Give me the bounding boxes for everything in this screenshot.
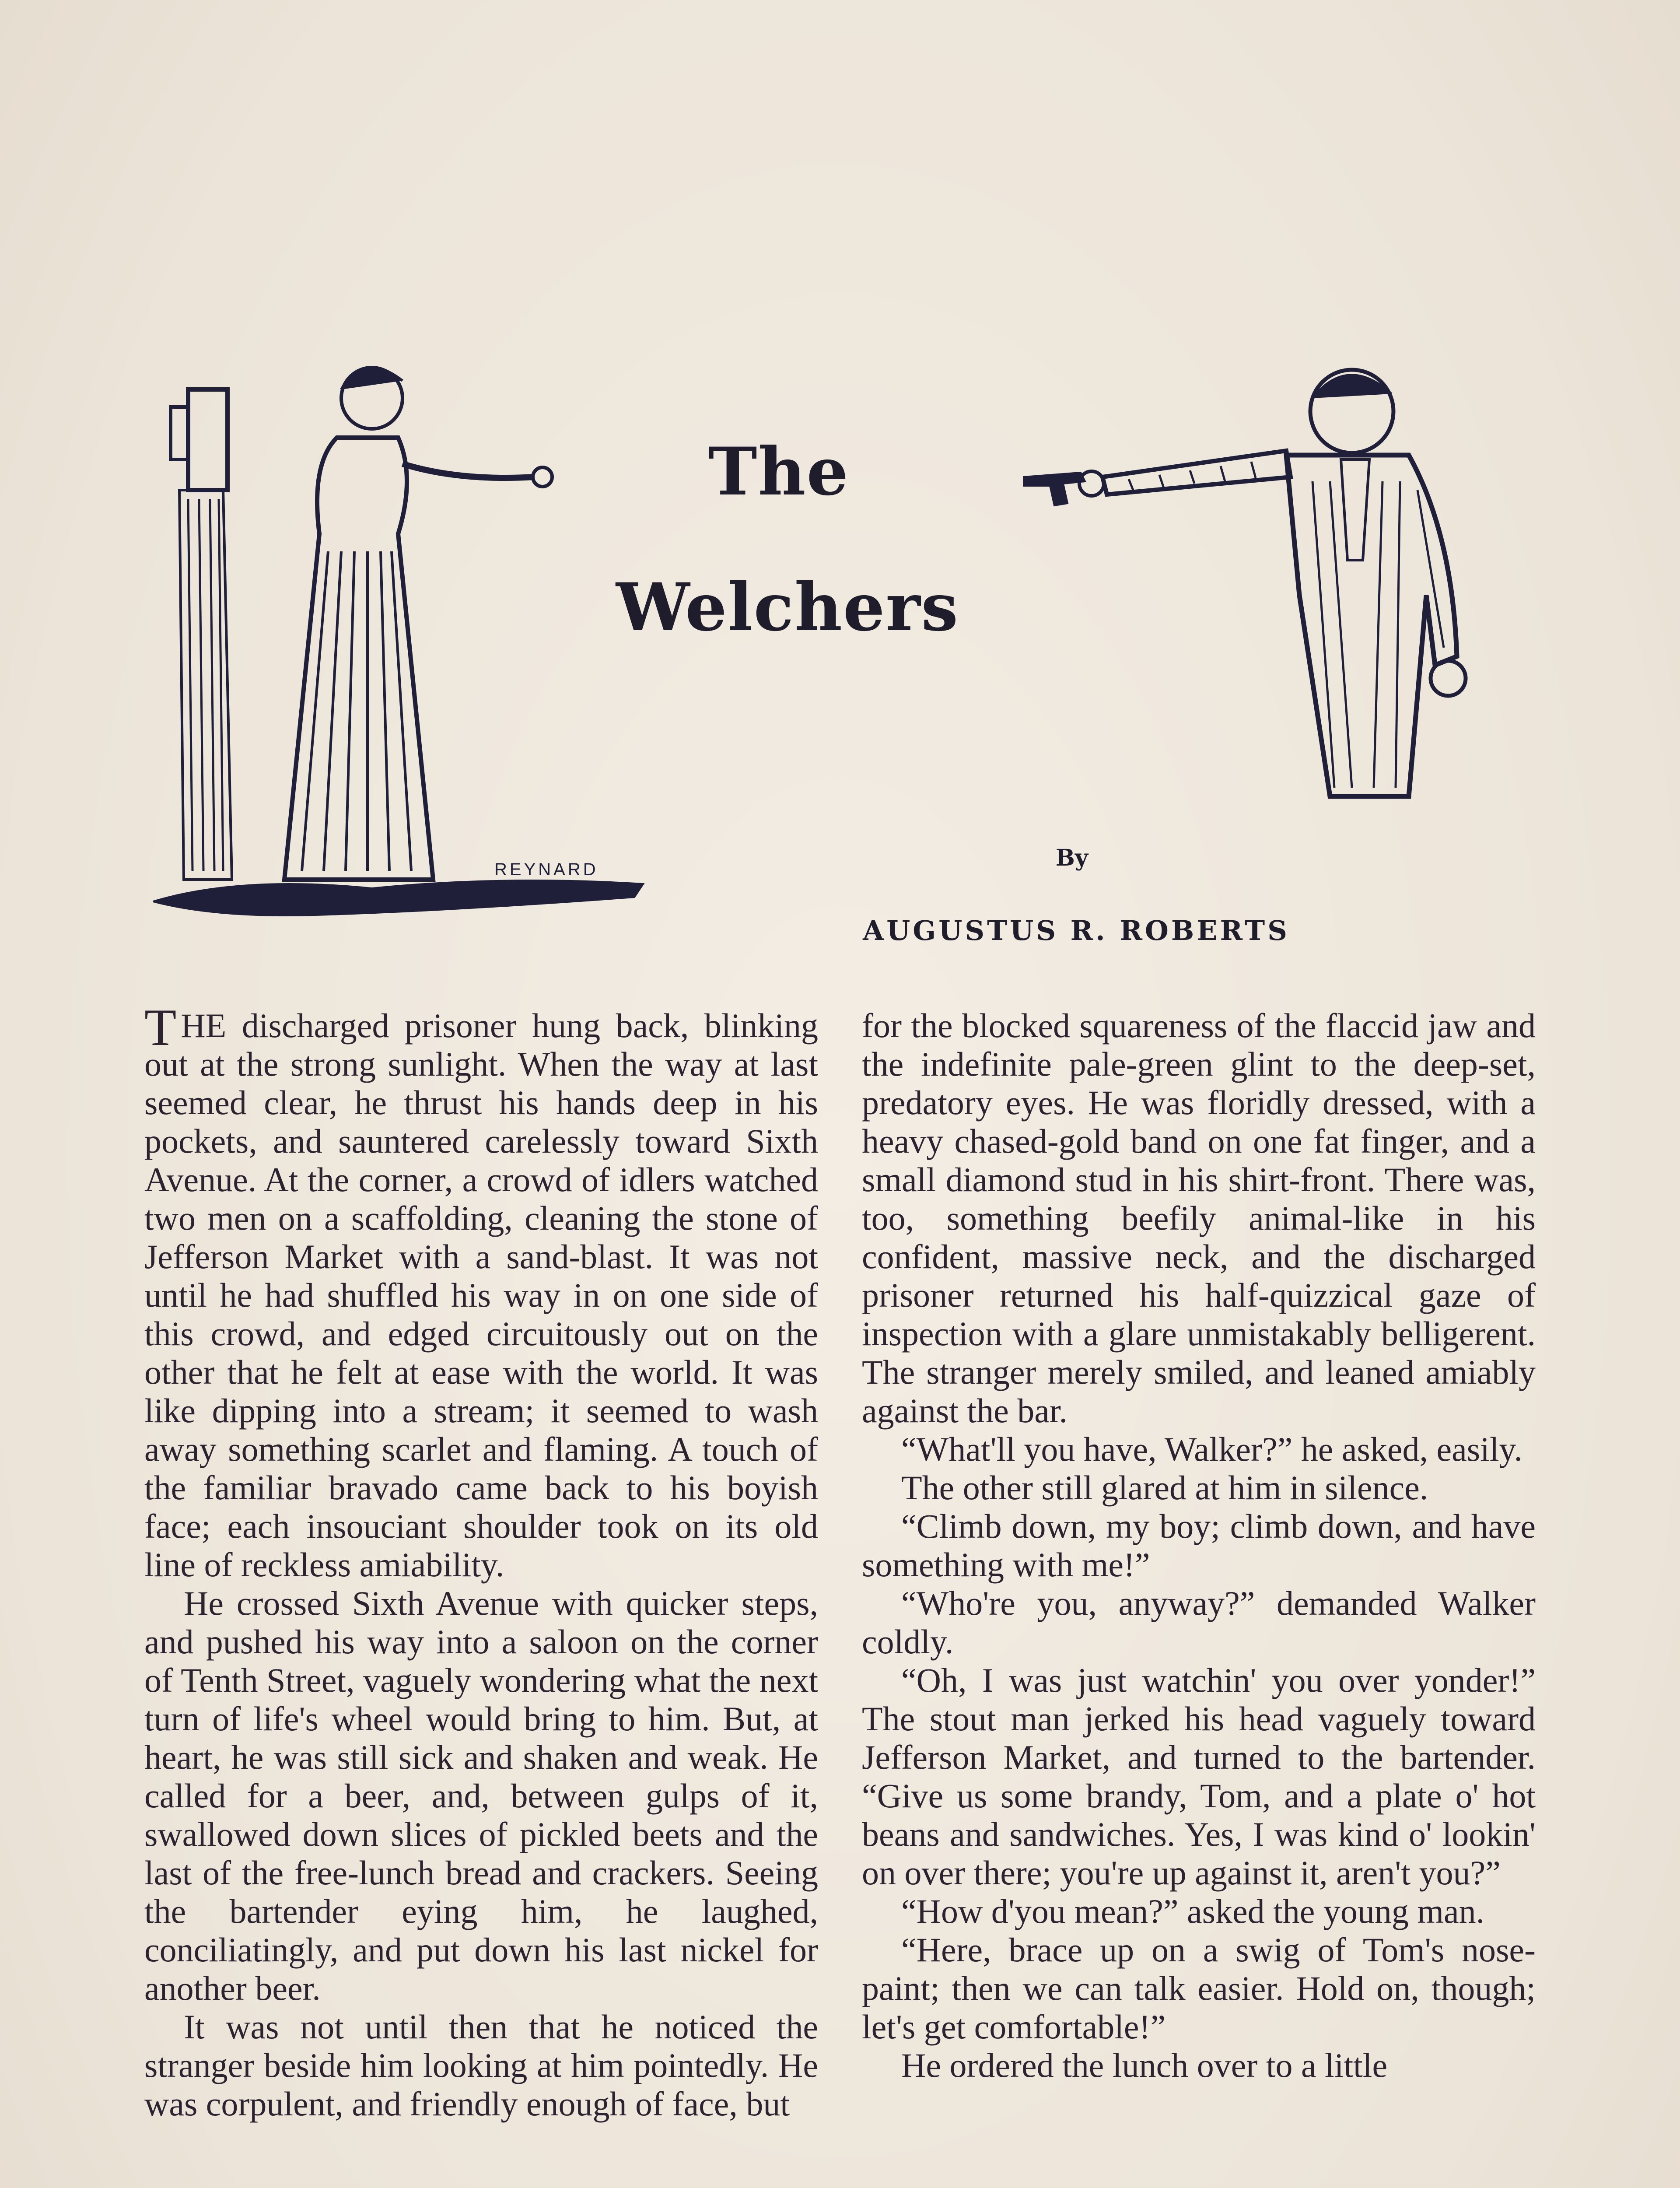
paragraph: for the blocked squareness of the flaccid jaw and the indefinite pale-green glint to the deep-set, predatory eyes. He was floridly dressed, with a heavy chased-gold band on one fat finger, and a small diamond stud in his shirt-front. There was, too, something beefily animal-like in his confident, massive neck, and the discharged prisoner returned his half-quizzical gaze of inspection with a glare unmistakably belligerent. The stranger merely smiled, and leaned amiably against the bar.: [862, 1006, 1536, 1430]
woman-illustration: [153, 333, 665, 967]
paragraph: He crossed Sixth Avenue with quicker steps, and pushed his way into a saloon on the corner of Tenth Street, vaguely wondering what the next turn of life's wheel would bring to him. But, at heart, he was still sick and shaken and weak. He called for a beer, and, between gulps of it, swallowed down slices of pickled beets and the last of the free-lunch bread and crackers. Seeing the bartender eying him, he laughed, conciliatingly, and put down his last nickel for another beer.: [144, 1584, 818, 2007]
paragraph: [144, 998, 818, 1584]
title-line-1: The: [708, 433, 850, 510]
paragraph: “How d'you mean?” asked the young man.: [901, 1892, 1485, 1930]
paragraph: “Oh, I was just watchin' you over yonder!” The stout man jerked his head vaguely toward Jefferson Market, and turned to the bartender. “Give us some brandy, Tom, and a plate o' hot beans and sandwiches. Yes, I was kind o' lookin' on over there; you're up against it, aren't you?”: [862, 1661, 1536, 1892]
gunman-coat-shape: [1286, 455, 1457, 796]
revolver-shape: [1024, 473, 1085, 505]
woman-arm-shape: [402, 464, 534, 478]
paragraph: “Climb down, my boy; climb down, and have something with me!”: [862, 1507, 1536, 1584]
paragraph: The other still glared at him in silence.: [901, 1469, 1428, 1507]
paragraph: It was not until then that he noticed the stranger beside him looking at him pointedly. He was corpulent, and friendly enough of face, but: [144, 2008, 818, 2123]
paragraph: “What'll you have, Walker?” he asked, easily.: [901, 1430, 1522, 1468]
wall-shading-shape: [179, 490, 232, 880]
gunman-illustration: [1015, 350, 1540, 805]
gunman-arm-shape: [1102, 451, 1291, 494]
text-column-right: [862, 1006, 1536, 2085]
paragraph-text: HE discharged prisoner hung back, blinking out at the strong sunlight. When the way at last seemed clear, he thrust his hands deep in his pockets, and sauntered carelessly toward Sixth Avenue. At the corner, a crowd of idlers watched two men on a scaffolding, cleaning the stone of Jefferson Market with a sand-blast. It was not until he had shuffled his way in on one side of this crowd, and edged circuitously out on the other that he felt at ease with the world. It was like dipping into a stream; it seemed to wash away something scarlet and flaming. A touch of the familiar bravado came back to his boyish face; each insouciant shoulder took on its old line of reckless amiability.: [144, 1006, 818, 1584]
illustrator-signature: REYNARD: [494, 860, 598, 879]
drop-cap: T: [144, 998, 177, 1056]
paragraph: “Who're you, anyway?” demanded Walker coldly.: [862, 1584, 1536, 1661]
floor-shadow-shape: [153, 880, 643, 915]
paragraph: “Here, brace up on a swig of Tom's nose-paint; then we can talk easier. Hold on, though; let's get comfortable!”: [862, 1931, 1536, 2046]
paragraph: He ordered the lunch over to a little: [901, 2046, 1388, 2084]
text-column-left: [144, 998, 818, 2123]
telephone-box-shape: [188, 389, 228, 490]
byline-by: By: [1055, 845, 1088, 871]
title-line-2: Welchers: [616, 569, 959, 646]
byline-author: AUGUSTUS R. ROBERTS: [863, 915, 1290, 947]
